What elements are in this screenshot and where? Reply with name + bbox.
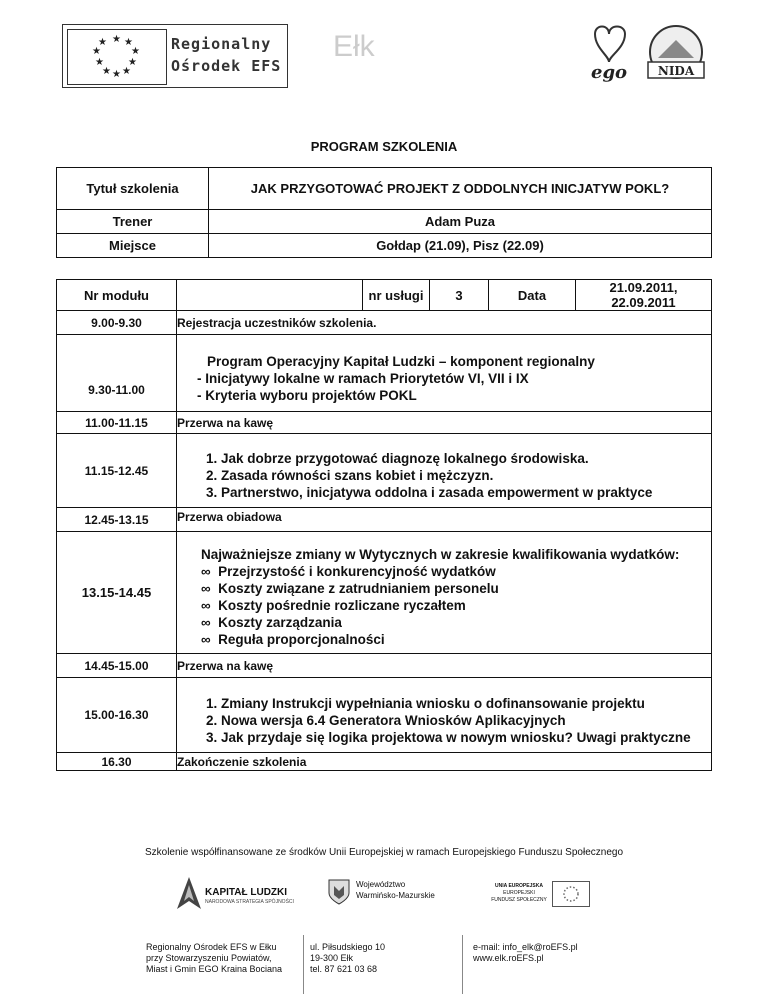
list-item <box>177 614 711 631</box>
session-cell: Rejestracja uczestników szkolenia. <box>177 311 712 335</box>
bullet-icon: ∞ <box>201 598 211 613</box>
wojewodztwo-logo <box>328 875 468 915</box>
kapital-ludzki-icon <box>175 875 203 911</box>
module-label: Nr modułu <box>57 280 177 311</box>
trainer-label: Trener <box>57 210 209 234</box>
time-cell: 14.45-15.00 <box>57 654 177 678</box>
efs-logo <box>62 24 288 88</box>
session-line: 2. Zasada równości szans kobiet i mężczyzn. <box>206 468 494 483</box>
bullet-icon: ∞ <box>201 581 211 596</box>
city-label: Ełk <box>333 30 375 63</box>
time-cell: 9.30-11.00 <box>57 335 177 412</box>
time-cell: 16.30 <box>57 753 177 771</box>
efs-logo-text <box>171 33 281 77</box>
session-cell <box>177 532 712 654</box>
table-row <box>57 532 712 654</box>
svg-text:★: ★ <box>112 69 121 80</box>
svg-text:★: ★ <box>131 46 140 57</box>
service-value: 3 <box>430 280 489 310</box>
ego-logo <box>585 22 633 92</box>
svg-text:★: ★ <box>95 57 104 68</box>
session-line: Program Operacyjny Kapitał Ludzki – komponent regionalny <box>207 353 595 369</box>
kapital-ludzki-logo <box>175 875 295 915</box>
nida-logo <box>640 20 712 92</box>
title-label: Tytuł szkolenia <box>57 168 209 210</box>
session-line: 3. Jak przydaje się logika projektowa w nowym wniosku? Uwagi praktyczne <box>206 729 691 745</box>
ue-line-2: EUROPEJSKI <box>503 890 535 896</box>
cofinancing-note: Szkolenie współfinansowane ze środków Unii Europejskiej w ramach Europejskiego Funduszu Społecznego <box>144 847 624 858</box>
svg-text:★: ★ <box>122 66 131 77</box>
table-row <box>57 753 712 771</box>
bullet-text: Przejrzystość i konkurencyjność wydatków <box>218 564 496 579</box>
title-value: JAK PRZYGOTOWAĆ PROJEKT Z ODDOLNYCH INICJATYW POKL? <box>209 168 712 210</box>
table-row <box>57 311 712 335</box>
ue-line-3: FUNDUSZ SPOŁECZNY <box>491 897 547 903</box>
bullet-text: Koszty pośrednie rozliczane ryczałtem <box>218 598 466 613</box>
table-row <box>57 412 712 434</box>
trainer-value: Adam Puza <box>209 210 712 234</box>
session-cell <box>177 335 712 412</box>
ue-text <box>490 883 548 904</box>
place-value: Gołdap (21.09), Pisz (22.09) <box>209 234 712 258</box>
woj-line-2: Warmińsko-Mazurskie <box>356 891 435 900</box>
logo-line-1: Regionalny <box>171 35 272 53</box>
woj-text <box>356 879 435 901</box>
coat-of-arms-icon <box>328 879 350 905</box>
time-cell: 15.00-16.30 <box>57 678 177 753</box>
session-cell <box>177 678 712 753</box>
date-value: 21.09.2011, 22.09.2011 <box>609 280 678 310</box>
time-cell: 11.00-11.15 <box>57 412 177 434</box>
session-line: 3. Partnerstwo, inicjatywa oddolna i zasada empowerment w praktyce <box>206 485 653 500</box>
logo-line-2: Ośrodek EFS <box>171 57 282 75</box>
time-cell: 11.15-12.45 <box>57 434 177 508</box>
addr-line: tel. 87 621 03 68 <box>310 964 378 974</box>
kl-title: KAPITAŁ LUDZKI <box>205 887 288 898</box>
addr-line: przy Stowarzyszeniu Powiatów, <box>146 953 272 963</box>
session-cell <box>177 434 712 508</box>
session-cell: Zakończenie szkolenia <box>177 753 712 771</box>
session-line: - Kryteria wyboru projektów POKL <box>197 387 417 403</box>
addr-line: Regionalny Ośrodek EFS w Ełku <box>146 942 277 952</box>
session-cell: Przerwa na kawę <box>177 412 712 434</box>
training-info-table <box>56 167 712 258</box>
svg-text:★: ★ <box>124 37 133 48</box>
time-cell: 12.45-13.15 <box>57 508 177 532</box>
divider <box>303 935 304 994</box>
bullet-text: Koszty związane z zatrudnianiem personelu <box>218 581 499 596</box>
ue-efs-logo <box>490 875 590 915</box>
session-line: 1. Jak dobrze przygotować diagnozę lokalnego środowiska. <box>206 451 589 466</box>
bullet-text: Reguła proporcjonalności <box>218 632 385 647</box>
date-label: Data <box>489 280 576 310</box>
table-row <box>57 654 712 678</box>
svg-text:★: ★ <box>98 37 107 48</box>
address-block-2 <box>310 942 460 975</box>
addr-line: 19-300 Ełk <box>310 953 354 963</box>
list-item <box>177 631 711 648</box>
place-label: Miejsce <box>57 234 209 258</box>
addr-line: Miast i Gmin EGO Kraina Bociana <box>146 964 283 974</box>
service-label: nr usługi <box>363 280 430 310</box>
list-item <box>177 580 711 597</box>
session-line: 1. Zmiany Instrukcji wypełniania wniosku o dofinansowanie projektu <box>206 695 645 711</box>
eu-flag-small-icon <box>552 881 590 907</box>
time-cell: 9.00-9.30 <box>57 311 177 335</box>
session-line: - Inicjatywy lokalne w ramach Priorytetów VI, VII i IX <box>197 370 529 386</box>
document-title: PROGRAM SZKOLENIA <box>310 139 458 154</box>
svg-text:★: ★ <box>112 34 121 45</box>
ego-logo-text: ego <box>591 62 628 83</box>
address-block-3 <box>473 942 633 964</box>
program-table <box>56 279 712 771</box>
svg-text:★: ★ <box>128 57 137 68</box>
eu-flag-icon <box>67 29 167 85</box>
ue-line-1: UNIA EUROPEJSKA <box>495 883 543 889</box>
time-cell: 13.15-14.45 <box>57 532 177 654</box>
addr-line: ul. Piłsudskiego 10 <box>310 942 386 952</box>
session-line: 2. Nowa wersja 6.4 Generatora Wniosków Aplikacyjnych <box>206 712 566 728</box>
address-block-1 <box>146 942 296 975</box>
nida-logo-text: NIDA <box>657 64 695 78</box>
kl-subtitle: NARODOWA STRATEGIA SPÓJNOŚCI <box>205 899 294 905</box>
table-row <box>57 508 712 532</box>
list-item <box>177 563 711 580</box>
table-row <box>57 434 712 508</box>
session-intro: Najważniejsze zmiany w Wytycznych w zakresie kwalifikowania wydatków: <box>201 547 680 562</box>
program-header-cell <box>177 280 712 311</box>
email-text: e-mail: info_elk@roEFS.pl <box>473 942 578 952</box>
divider <box>462 935 463 994</box>
list-item <box>177 597 711 614</box>
bullet-icon: ∞ <box>201 632 211 647</box>
woj-line-1: Województwo <box>356 880 406 889</box>
session-cell: Przerwa na kawę <box>177 654 712 678</box>
table-row <box>57 335 712 412</box>
bullet-text: Koszty zarządzania <box>218 615 342 630</box>
table-row <box>57 678 712 753</box>
bullet-icon: ∞ <box>201 615 211 630</box>
session-cell: Przerwa obiadowa <box>177 508 712 532</box>
svg-text:★: ★ <box>92 46 101 57</box>
svg-text:★: ★ <box>102 66 111 77</box>
bullet-icon: ∞ <box>201 564 211 579</box>
website-text: www.elk.roEFS.pl <box>473 953 544 963</box>
